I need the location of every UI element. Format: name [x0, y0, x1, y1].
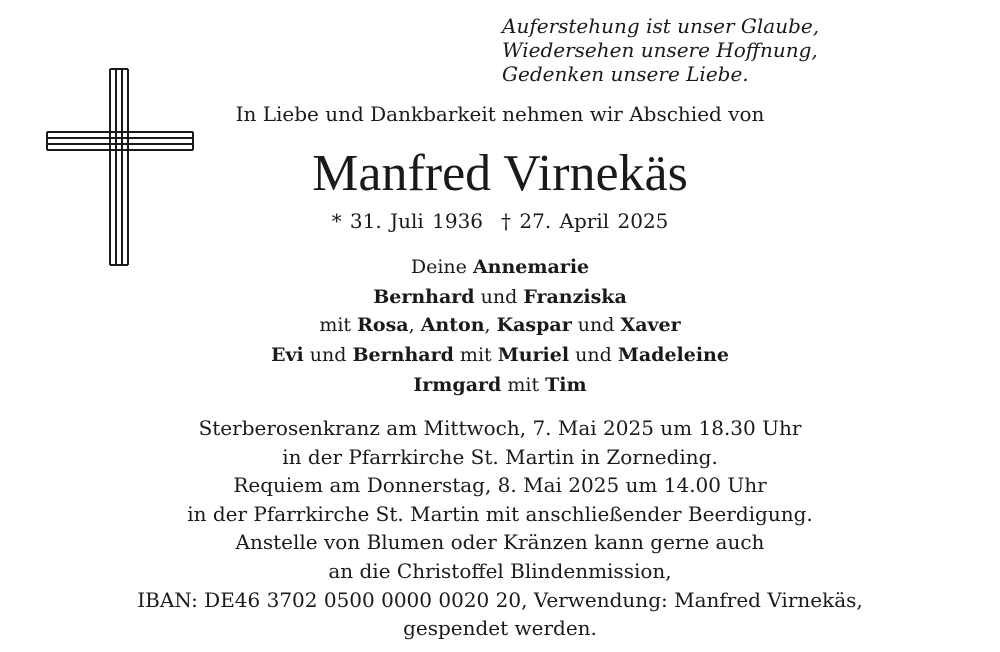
requiem-info: Requiem am Donnerstag, 8. Mai 2025 um 14.00 Uhr	[233, 473, 767, 498]
mourner-line	[0, 253, 1000, 283]
donation-recipient: an die Christoffel Blindenmission,	[328, 558, 672, 583]
mourner-text: und	[571, 314, 621, 336]
mourner-text: mit	[501, 374, 546, 396]
mourners	[0, 253, 1000, 401]
mourner-name: Tim	[545, 374, 587, 396]
deceased-name: Manfred Virnekäs	[312, 145, 688, 202]
mourner-text: und	[569, 344, 618, 366]
birth-date: * 31. Juli 1936	[331, 209, 484, 233]
mourner-name: Bernhard	[352, 344, 454, 366]
mourner-name: Irmgard	[413, 374, 502, 396]
mourner-name: Madeleine	[617, 344, 729, 366]
rosary-location: in der Pfarrkirche St. Martin in Zorneding.	[282, 444, 718, 469]
intro-text: In Liebe und Dankbarkeit nehmen wir Abschied von	[235, 102, 765, 126]
mourner-name: Bernhard	[373, 286, 475, 308]
verse-line: Wiedersehen unsere Hoffnung,	[502, 38, 818, 62]
mourner-name: Muriel	[497, 344, 570, 366]
mourner-name: Kaspar	[496, 314, 572, 336]
mourner-name: Rosa	[357, 314, 409, 336]
mourner-line	[0, 341, 1000, 371]
donation-iban: IBAN: DE46 3702 0500 0000 0020 20, Verwendung: Manfred Virnekäs,	[137, 587, 863, 612]
mourner-text: mit	[319, 314, 358, 336]
donation-closing: gespendet werden.	[403, 616, 597, 641]
mourner-text: ,	[484, 314, 497, 336]
rosary-info: Sterberosenkranz am Mittwoch, 7. Mai 2025 um 18.30 Uhr	[198, 416, 802, 440]
mourner-text: Deine	[410, 256, 473, 278]
mourner-text: ,	[408, 314, 421, 336]
verse-line: Auferstehung ist unser Glaube,	[502, 14, 820, 38]
mourner-name: Xaver	[620, 314, 681, 336]
mourner-name: Evi	[271, 344, 304, 366]
mourner-line	[0, 283, 1000, 311]
service-info	[0, 414, 1000, 643]
requiem-location: in der Pfarrkirche St. Martin mit anschließender Beerdigung.	[187, 501, 813, 526]
mourner-name: Anton	[420, 314, 485, 336]
mourner-text: und	[303, 344, 353, 366]
mourner-line	[0, 311, 1000, 341]
mourner-line	[0, 371, 1000, 401]
mourner-text: und	[474, 286, 524, 308]
verse	[502, 14, 819, 86]
mourner-text: mit	[453, 344, 498, 366]
death-date: † 27. April 2025	[501, 209, 669, 233]
mourner-name: Franziska	[523, 286, 627, 308]
donation-note: Anstelle von Blumen oder Kränzen kann gerne auch	[235, 530, 765, 555]
life-dates	[0, 207, 1000, 235]
verse-line: Gedenken unsere Liebe.	[502, 62, 749, 86]
mourner-name: Annemarie	[472, 256, 590, 278]
